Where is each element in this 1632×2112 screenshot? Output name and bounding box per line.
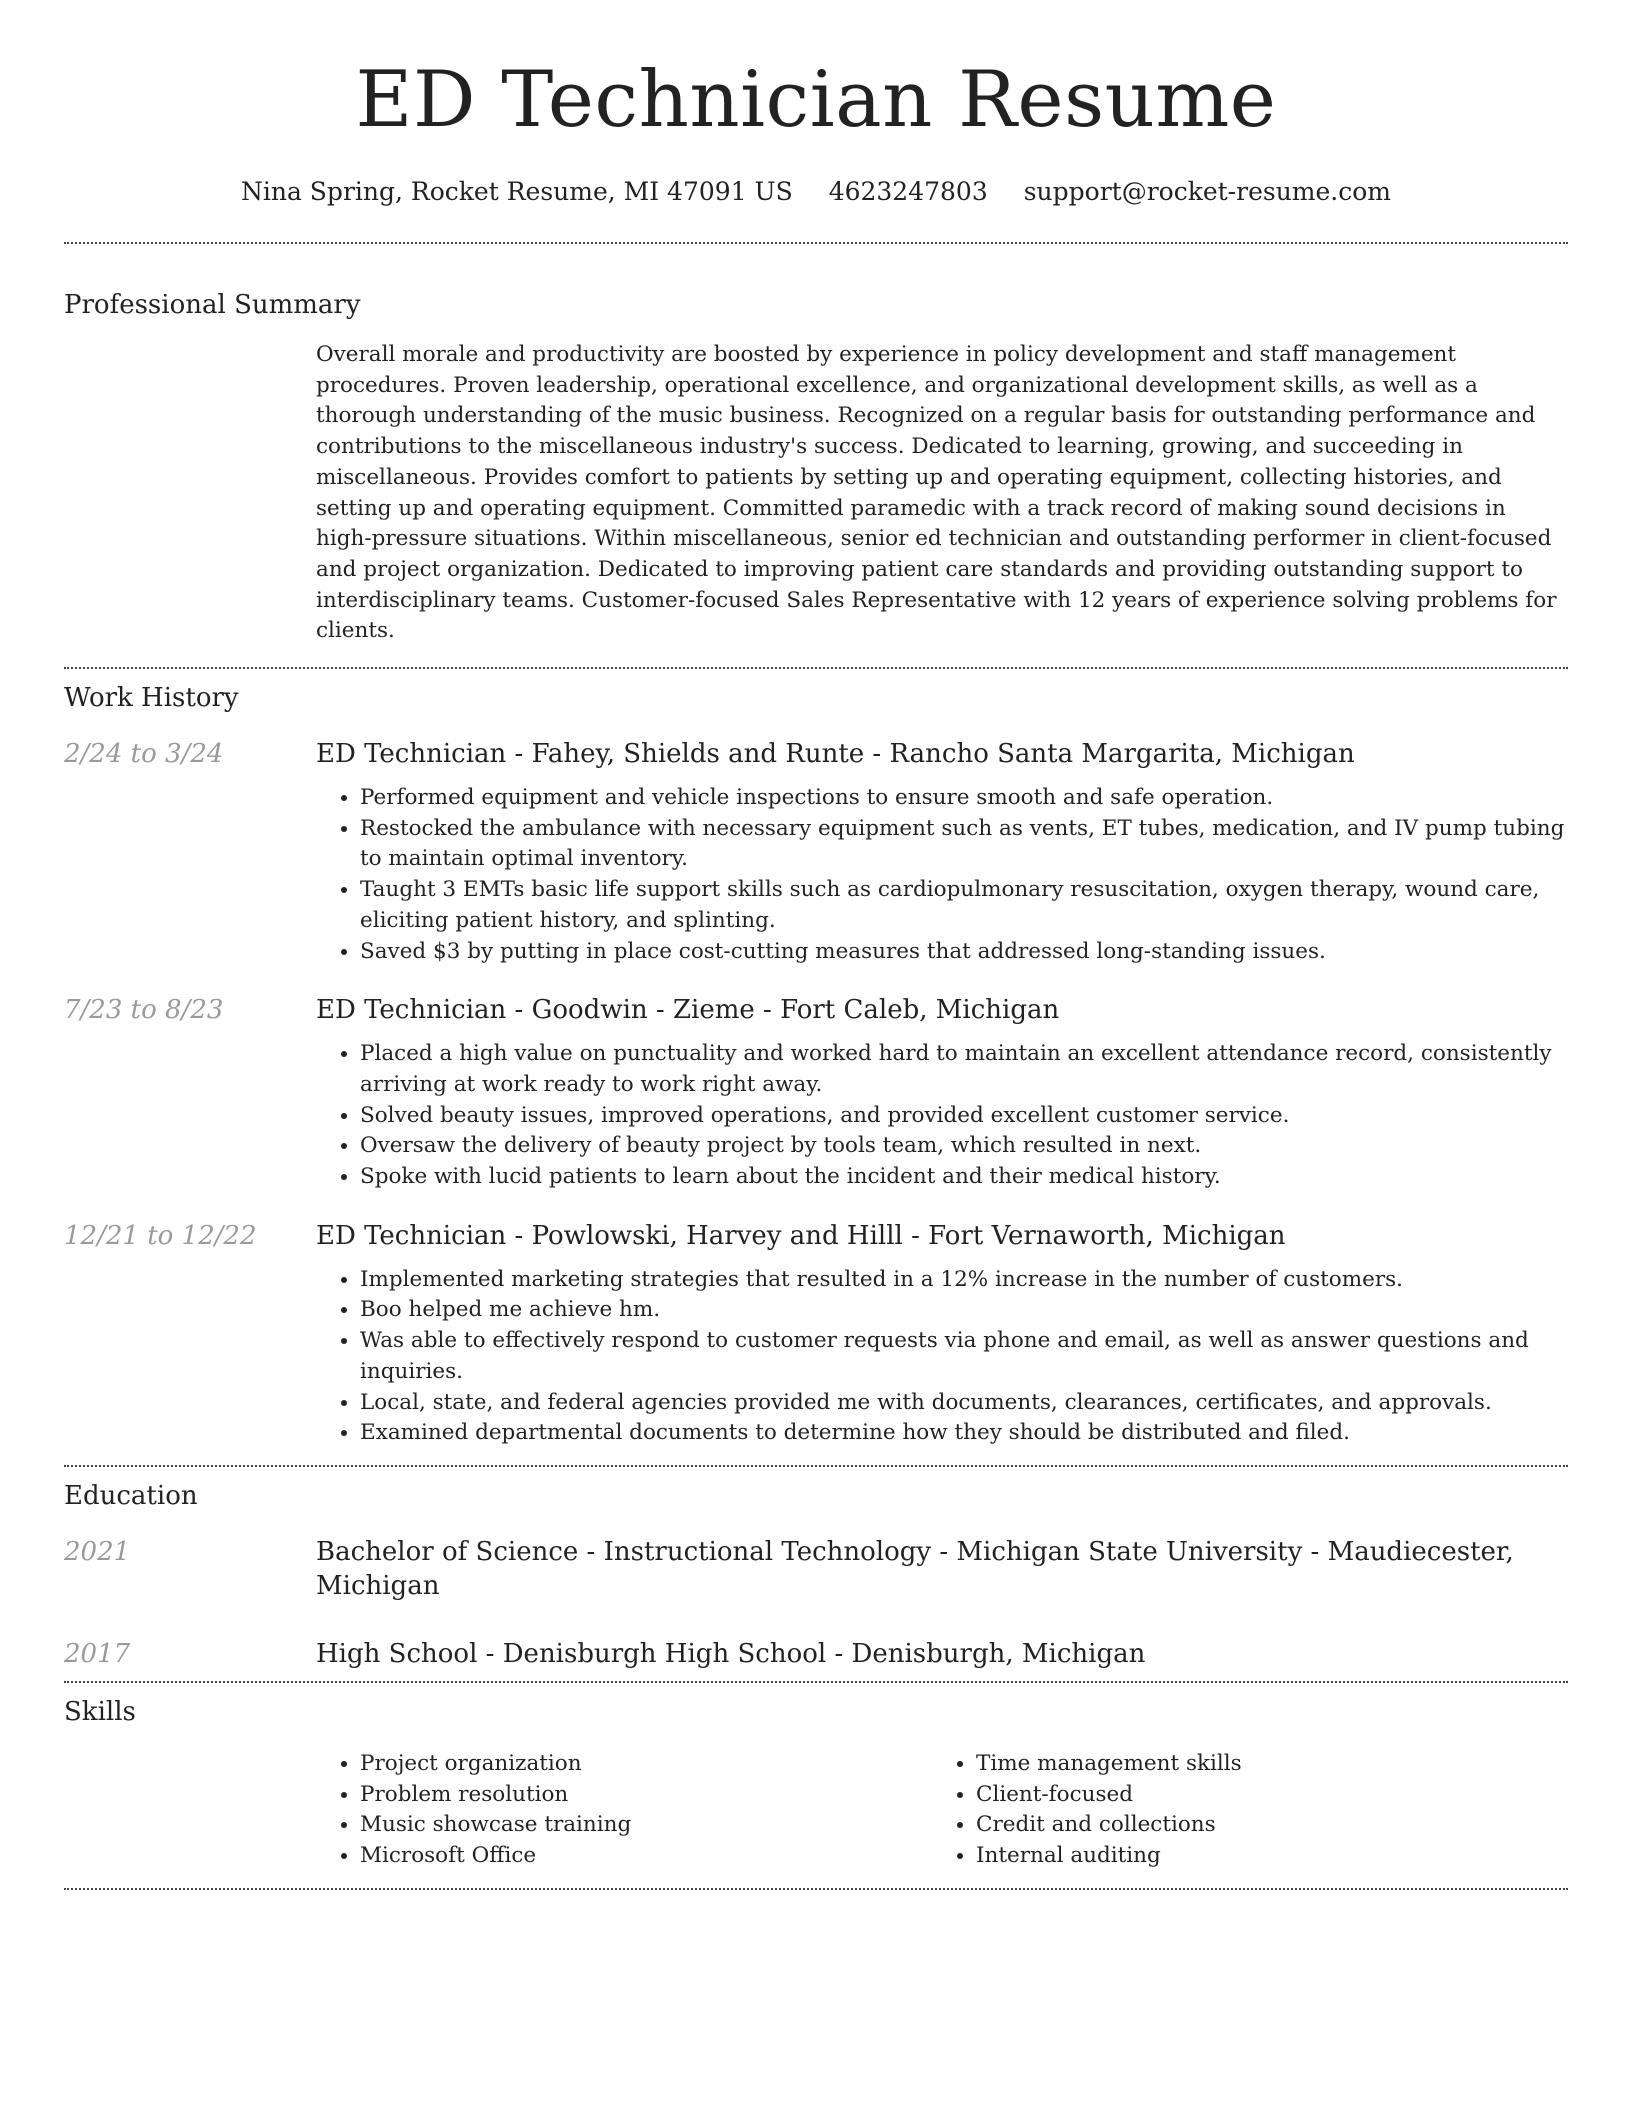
job-bullet: • Taught 3 EMTs basic life support skills such as cardiopulmonary resuscitation, oxygen therapy, wound care, eliciting patient history, and splinting. <box>360 875 1568 936</box>
job-entry <box>64 737 1568 967</box>
job-bullet: • Solved beauty issues, improved operations, and provided excellent customer service. <box>360 1101 1568 1132</box>
education-school: - Michigan State University - Maudiecester, Michigan <box>316 1536 1514 1601</box>
skill-item: • Client-focused <box>976 1780 1548 1811</box>
contact-line <box>64 176 1568 208</box>
skills-list <box>316 1749 1568 1872</box>
job-bullet: • Oversaw the delivery of beauty project by tools team, which resulted in next. <box>360 1131 1568 1162</box>
job-bullet: • Examined departmental documents to determine how they should be distributed and filed. <box>360 1418 1568 1449</box>
job-dates: 7/23 to 8/23 <box>64 995 224 1026</box>
skills-heading: Skills <box>64 1696 136 1727</box>
skill-item: • Project organization <box>360 1749 932 1780</box>
education-section <box>64 1467 1568 1681</box>
job-bullets <box>316 783 1568 967</box>
job-bullet: • Saved $3 by putting in place cost-cutting measures that addressed long-standing issues. <box>360 937 1568 968</box>
skill-item: • Music showcase training <box>360 1810 932 1841</box>
skill-item: • Problem resolution <box>360 1780 932 1811</box>
job-bullet: • Implemented marketing strategies that resulted in a 12% increase in the number of customers. <box>360 1265 1568 1296</box>
education-school: - Denisburgh High School - Denisburgh, Michigan <box>477 1638 1146 1669</box>
skills-section <box>64 1683 1568 1888</box>
skill-item: • Credit and collections <box>976 1810 1548 1841</box>
education-degree: Bachelor of Science - Instructional Technology <box>316 1536 932 1567</box>
skills-column-right <box>932 1749 1548 1872</box>
job-title: ED Technician - Goodwin - Zieme - Fort Caleb, Michigan <box>316 995 1060 1026</box>
job-bullets <box>316 1265 1568 1449</box>
education-heading: Education <box>64 1480 198 1511</box>
job-bullet: • Boo helped me achieve hm. <box>360 1295 1568 1326</box>
job-bullets <box>316 1039 1568 1193</box>
education-year: 2021 <box>64 1536 131 1567</box>
resume-title: ED Technician Resume <box>355 55 1277 145</box>
job-bullet: • Restocked the ambulance with necessary equipment such as vents, ET tubes, medication, and IV pump tubing to maintain optimal inventory. <box>360 814 1568 875</box>
skill-item: • Microsoft Office <box>360 1841 932 1872</box>
education-year: 2017 <box>64 1638 131 1669</box>
job-dates: 2/24 to 3/24 <box>64 739 224 770</box>
job-title: ED Technician - Powlowski, Harvey and Hilll - Fort Vernaworth, Michigan <box>316 1220 1286 1251</box>
skill-item: • Time management skills <box>976 1749 1548 1780</box>
section-divider <box>64 1888 1568 1890</box>
work-history-section <box>64 669 1568 1449</box>
education-entry <box>64 1535 1568 1603</box>
job-bullet: • Placed a high value on punctuality and worked hard to maintain an excellent attendance record, consistently arriving at work ready to work right away. <box>360 1039 1568 1100</box>
summary-heading: Professional Summary <box>64 290 361 320</box>
contact-phone: 4623247803 <box>828 177 988 206</box>
job-entry <box>64 1219 1568 1449</box>
skills-column-left <box>316 1749 932 1872</box>
job-bullet: • Local, state, and federal agencies provided me with documents, clearances, certificates, and approvals. <box>360 1388 1568 1419</box>
education-degree: High School <box>316 1638 478 1669</box>
job-bullet: • Spoke with lucid patients to learn about the incident and their medical history. <box>360 1162 1568 1193</box>
job-bullet: • Was able to effectively respond to customer requests via phone and email, as well as answer questions and inquiries. <box>360 1326 1568 1387</box>
contact-address: Nina Spring, Rocket Resume, MI 47091 US <box>240 177 793 206</box>
education-entry <box>64 1637 1568 1671</box>
job-bullet: • Performed equipment and vehicle inspections to ensure smooth and safe operation. <box>360 783 1568 814</box>
job-entry <box>64 993 1568 1193</box>
work-history-heading: Work History <box>64 683 239 714</box>
summary-section <box>64 244 1568 667</box>
summary-text: Overall morale and productivity are boosted by experience in policy development and staff management procedures. Proven leadership, operational excellence, and organizational development skills, as well as a thorough understanding of the music business. Recognized on a regular basis for outstanding performance and contributions to the miscellaneous industry's success. Dedicated to learning, growing, and succeeding in miscellaneous. Provides comfort to patients by setting up and operating equipment, collecting histories, and setting up and operating equipment. Committed paramedic with a track record of making sound decisions in high-pressure situations. Within miscellaneous, senior ed technician and outstanding performer in client-focused and project organization. Dedicated to improving patient care standards and providing outstanding support to interdisciplinary teams. Customer-focused Sales Representative with 12 years of experience solving problems for clients. <box>316 342 1557 644</box>
job-dates: 12/21 to 12/22 <box>64 1220 257 1251</box>
skill-item: • Internal auditing <box>976 1841 1548 1872</box>
job-title: ED Technician - Fahey, Shields and Runte - Rancho Santa Margarita, Michigan <box>316 739 1355 770</box>
contact-email: support@rocket-resume.com <box>1023 177 1392 206</box>
